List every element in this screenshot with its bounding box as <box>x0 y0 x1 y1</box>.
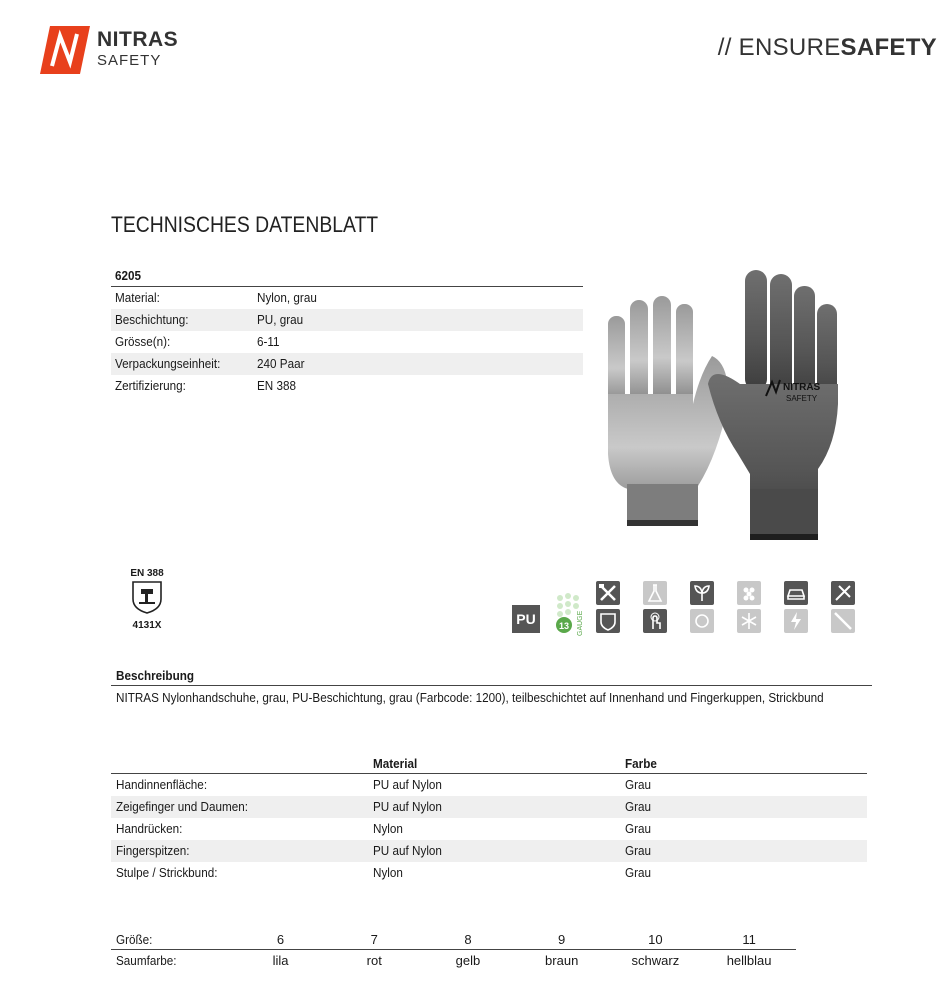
brand-subtitle: SAFETY <box>97 52 162 69</box>
glove-right <box>708 270 838 540</box>
cut-resistance-icon <box>831 609 855 633</box>
touchscreen-finger-icon <box>643 609 667 633</box>
protection-shield-icon <box>596 609 620 633</box>
shield-hammer-icon <box>130 579 164 615</box>
gauge-label: GAUGE <box>577 610 584 636</box>
material-table <box>111 756 867 884</box>
spec-value: PU, grau <box>257 312 304 327</box>
tagline-prefix: // ENSURE <box>717 34 841 61</box>
size-table <box>111 930 796 972</box>
hem-cell: lila <box>272 953 289 968</box>
chemistry-flask-icon <box>643 581 667 605</box>
hem-cell: rot <box>366 953 382 968</box>
spec-label: Material: <box>115 290 160 305</box>
hem-cell: braun <box>545 953 579 968</box>
en388-rating: 4131X <box>132 620 162 631</box>
spec-row <box>111 309 583 331</box>
spec-label: Beschichtung: <box>115 312 189 327</box>
article-number: 6205 <box>111 268 583 287</box>
table-row: Handrücken: Nylon Grau <box>116 821 652 836</box>
size-label: Größe: <box>116 932 153 947</box>
spec-table <box>111 268 583 397</box>
glove-print-subtitle: SAFETY <box>786 394 818 403</box>
page-title: TECHNISCHES DATENBLATT <box>111 212 379 237</box>
size-cell: 7 <box>370 932 378 947</box>
col-color: Farbe <box>625 756 657 771</box>
size-row <box>111 930 796 950</box>
spec-row <box>111 375 583 397</box>
construction-icon <box>831 581 855 605</box>
hem-label: Saumfarbe: <box>116 953 177 968</box>
tagline <box>718 34 937 62</box>
table-row: Stulpe / Strickbund: Nylon Grau <box>116 865 652 880</box>
tagline-bold: SAFETY <box>840 34 937 61</box>
spec-value: 6-11 <box>257 334 280 349</box>
material-table-header <box>111 756 867 774</box>
en388-pictogram <box>110 568 184 636</box>
table-row: Zeigefinger und Daumen: PU auf Nylon Grau <box>111 796 867 818</box>
spec-label: Verpackungseinheit: <box>115 356 221 371</box>
glove-print-brand: NITRAS <box>783 382 821 393</box>
table-row: Fingerspitzen: PU auf Nylon Grau <box>111 840 867 862</box>
hem-cell: schwarz <box>631 953 680 968</box>
spec-label: Zertifizierung: <box>115 378 186 393</box>
size-cell: 6 <box>276 932 285 947</box>
glove-left <box>608 296 728 526</box>
pu-coating-badge: PU <box>512 605 540 633</box>
gardening-plant-icon <box>690 581 714 605</box>
spec-row <box>111 353 583 375</box>
spec-value: 240 Paar <box>257 356 305 371</box>
size-cell: 11 <box>742 932 756 947</box>
electric-lightning-icon <box>784 609 808 633</box>
size-cell: 9 <box>558 932 566 947</box>
table-row: Handinnenfläche: PU auf Nylon Grau <box>116 777 652 792</box>
grip-icon <box>690 609 714 633</box>
size-cell: 8 <box>464 932 472 947</box>
nitras-logo-mark <box>40 26 90 74</box>
description-text: NITRAS Nylonhandschuhe, grau, PU-Beschichtung, grau (Farbcode: 1200), teilbeschichtet auf Innenhand und Fingerkuppen, Strickbund <box>116 690 824 705</box>
en388-label: EN 388 <box>130 568 164 579</box>
brand-name: NITRAS <box>97 28 179 51</box>
spec-row <box>111 287 583 309</box>
food-grapes-icon <box>737 581 761 605</box>
automotive-car-icon <box>784 581 808 605</box>
spec-label: Grösse(n): <box>115 334 171 349</box>
description-heading: Beschreibung <box>111 668 872 686</box>
size-cell: 10 <box>648 932 663 947</box>
gauge-number: 13 <box>558 621 570 631</box>
hem-cell: gelb <box>455 953 481 968</box>
hem-cell: hellblau <box>726 953 772 968</box>
hem-color-row <box>111 950 796 972</box>
tools-icon <box>596 581 620 605</box>
gauge-badge <box>552 592 588 638</box>
col-material: Material <box>373 756 418 771</box>
glove-image <box>600 264 860 549</box>
spec-value: EN 388 <box>257 378 297 393</box>
spec-value: Nylon, grau <box>257 290 317 305</box>
nitras-logo <box>40 26 179 76</box>
spec-row <box>111 331 583 353</box>
cold-snowflake-icon <box>737 609 761 633</box>
